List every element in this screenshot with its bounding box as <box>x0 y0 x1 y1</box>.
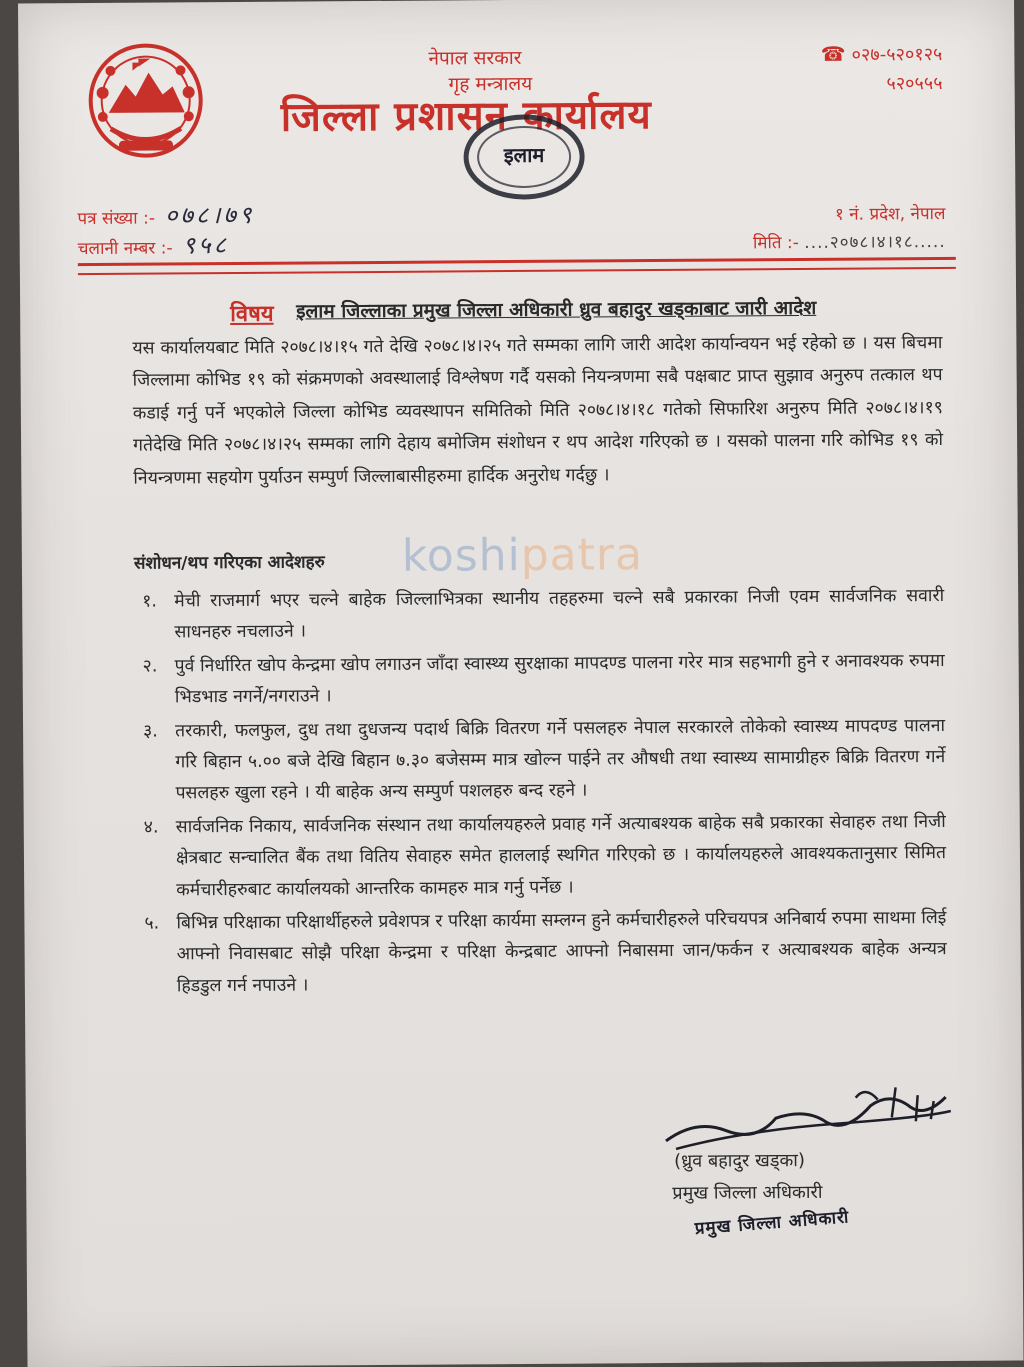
item-text: बिभिन्न परिक्षाका परिक्षार्थीहरुले प्रवेशपत्र र परिक्षा कार्यमा सम्लग्न हुने कर्मचारीहरुले परिचयपत्र अनिबार्य रुपमा साथमा लिई आफ्नो निवासबाट सोझै परिक्षा केन्द्रमा र परिक्षा केन्द्रबाट आफ्नो निबासमा जान/फर्कन र अत्याबश्यक बाहेक अन्यत्र हिडडुल गर्न नपाउने । <box>176 908 947 997</box>
list-item <box>136 807 947 907</box>
seal-text: इलाम <box>503 142 545 168</box>
subject-text: इलाम जिल्लाका प्रमुख जिल्ला अधिकारी ध्रुव बहादुर खड्काबाट जारी आदेश <box>296 296 817 323</box>
signer-name: (ध्रुव बहादुर खड्का) <box>674 1150 806 1172</box>
signer-title: प्रमुख जिल्ला अधिकारी <box>672 1181 823 1204</box>
list-item <box>136 903 947 1003</box>
phone-number-2: ५२०५५५ <box>886 73 943 95</box>
list-item <box>135 646 945 714</box>
date-row <box>753 229 946 253</box>
province-label: १ नं. प्रदेश, नेपाल <box>834 204 946 225</box>
header-divider-thin <box>78 267 956 275</box>
letter-number-value: ०७८।७९ <box>164 200 255 230</box>
government-name: नेपाल सरकार <box>428 46 522 70</box>
intro-paragraph: यस कार्यालयबाट मिति २०७८।४।१५ गते देखि २०७८।४।२५ गते सम्मका लागि जारी आदेश कार्यान्वयन भई रहेको छ । यस बिचमा जिल्लामा कोभिड १९ को संक्रमणको अवस्थालाई विश्लेषण गर्दै यसको नियन्त्रणमा सबै पक्षबाट प्राप्त सुझाव अनुरुप तत्काल थप कडाई गर्नु पर्ने भएकोले जिल्ला कोभिड व्यवस्थापन समितिको मिति २०७८।४।१८ गतेको सिफारिश अनुरुप मिति २०७८।४।१९ गतेदेखि मिति २०७८।४।२५ सम्मका लागि देहाय बमोजिम संशोधन र थप आदेश गरिएको छ । यसको पालना गरि कोभिड १९ को नियन्त्रणमा सहयोग पुर्याउन सम्पुर्ण जिल्लाबासीहरुमा हार्दिक अनुरोध गर्दछु । <box>132 333 944 489</box>
item-number: ३. <box>143 721 158 742</box>
koshipatra-watermark: koshipatra <box>401 529 644 582</box>
letter-number-label: पत्र संख्या :- <box>77 208 156 230</box>
item-text: सार्वजनिक निकाय, सार्वजनिक संस्थान तथा कार्यालयहरुले प्रवाह गर्ने अत्याबश्यक बाहेक सबै प्रकारका सेवाहरु तथा निजी क्षेत्रबाट सन्चालित बैंक तथा वितिय सेवाहरु समेत हाललाई स्थगित गरिएको छ । कार्यालयहरुले आवश्यकतानुसार सिमित कर्मचारीहरुबाट कार्यालयको आन्तरिक कामहरु मात्र गर्नु पर्नेछ । <box>175 811 947 901</box>
list-item <box>135 711 946 811</box>
dispatch-number-row <box>78 228 230 262</box>
item-number: ४. <box>143 817 159 838</box>
date-label: मिति :- <box>752 233 799 254</box>
dispatch-number-label: चलानी नम्बर :- <box>77 238 173 260</box>
item-number: २. <box>142 656 158 677</box>
signature-stamp: प्रमुख जिल्ला अधिकारी <box>694 1207 851 1240</box>
nepal-emblem-icon <box>80 32 211 163</box>
phone-number-1 <box>821 41 943 67</box>
letter-page <box>18 0 1023 1367</box>
letter-number-row <box>77 198 254 232</box>
item-number: ५. <box>144 913 160 934</box>
telephone-icon: ☎ <box>820 41 846 66</box>
date-value: ....२०७८।४।१८..... <box>804 232 946 253</box>
office-seal-stamp <box>459 111 590 202</box>
item-text: मेची राजमार्ग भएर चल्ने बाहेक जिल्लाभित्रका स्थानीय तहहरुमा चल्ने सबै प्रकारका निजी एवम सार्वजनिक सवारी साधनहरु नचलाउने । <box>174 586 945 643</box>
phone-1-value: ०२७-५२०१२५ <box>851 44 943 66</box>
item-text: पुर्व निर्धारित खोप केन्द्रमा खोप लगाउन जाँदा स्वास्थ्य सुरक्षाका मापदण्ड पालना गरेर मात्र सहभागी हुने र अनावश्यक रुपमा भिडभाड नगर्ने/नगराउने । <box>174 650 945 708</box>
section-heading: संशोधन/थप गरिएका आदेशहरु <box>133 552 325 574</box>
subject-label: विषय <box>230 301 274 328</box>
ministry-name: गृह मन्त्रालय <box>448 72 533 96</box>
orders-list <box>134 581 947 1005</box>
office-title: जिल्ला प्रशासन कार्यालय <box>280 92 652 141</box>
item-number: १. <box>142 591 158 612</box>
list-item <box>134 581 944 649</box>
dispatch-number-value: ९५८ <box>182 231 230 260</box>
item-text: तरकारी, फलफुल, दुध तथा दुधजन्य पदार्थ बिक्रि वितरण गर्ने पसलहरु नेपाल सरकारले तोकेको स्वास्थ्य मापदण्ड पालना गरि बिहान ५.०० बजे देखि बिहान ७.३० बजेसम्म मात्र खोल्न पाईने तर औषधी तथा स्वास्थ्य सामाग्रीहरु बिक्रि वितरण गर्ने पसलहरु खुला रहने । यी बाहेक अन्य सम्पुर्ण पशलहरु बन्द रहने । <box>175 715 946 804</box>
